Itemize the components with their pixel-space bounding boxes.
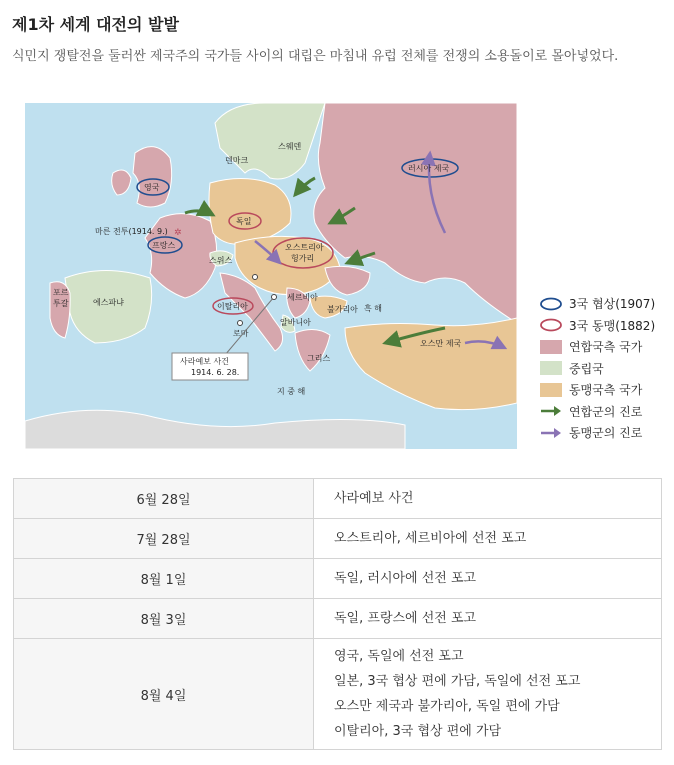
map-label-rome: 로마	[233, 329, 249, 338]
event-date: 6월 28일	[14, 479, 314, 519]
red-ellipse-icon	[540, 318, 562, 332]
legend-item-alliance	[540, 315, 672, 337]
marne-marker-icon: ✲	[174, 228, 182, 238]
map-label-austria-1: 오스트리아	[285, 243, 324, 252]
page-subtitle: 식민지 쟁탈전을 둘러싼 제국주의 국가들 사이의 대립은 마침내 유럽 전체를 전쟁의 소용돌이로 몰아넣었다.	[12, 49, 619, 64]
map-label-ottoman: 오스만 제국	[420, 339, 462, 348]
event-desc: 독일, 프랑스에 선전 포고	[314, 599, 662, 639]
map-label-germany: 독일	[236, 217, 252, 226]
legend-label: 연합국측 국가	[569, 340, 643, 355]
table-row	[14, 479, 662, 519]
map-label-russia: 러시아 제국	[408, 164, 450, 173]
map-label-albania: 알바니아	[280, 318, 311, 327]
legend-label: 3국 협상(1907)	[569, 297, 656, 312]
event-date: 7월 28일	[14, 519, 314, 559]
table-row	[14, 599, 662, 639]
map-label-portugal-2: 투갈	[53, 299, 69, 308]
legend-label: 중립국	[569, 361, 604, 376]
sarajevo-marker-icon	[272, 295, 277, 300]
legend-item-allied-route	[540, 401, 672, 423]
map-label-spain: 에스파냐	[93, 298, 124, 307]
legend-item-entente	[540, 293, 672, 315]
legend-label: 연합군의 진로	[569, 404, 643, 419]
map-label-bulgaria: 불가리아	[327, 305, 358, 314]
region-britain	[133, 147, 172, 207]
page-title: 제1차 세계 대전의 발발	[12, 15, 179, 34]
central-swatch-icon	[540, 383, 562, 397]
map-label-marne: 마른 전투(1914. 9.)	[95, 227, 168, 236]
legend-label: 동맹군의 진로	[569, 426, 643, 441]
event-date: 8월 3일	[14, 599, 314, 639]
allied-swatch-icon	[540, 340, 562, 354]
sarajevo-callout-date: 1914. 6. 28.	[191, 368, 240, 377]
green-arrow-icon	[540, 404, 562, 418]
legend-item-central-route	[540, 422, 672, 444]
table-row	[14, 519, 662, 559]
map-label-france: 프랑스	[152, 241, 176, 250]
map-label-switzerland: 스위스	[209, 256, 233, 265]
table-row	[14, 639, 662, 750]
map-label-black-sea: 흑 해	[364, 304, 382, 313]
legend-label: 동맹국측 국가	[569, 383, 643, 398]
event-date: 8월 1일	[14, 559, 314, 599]
map-label-greece: 그리스	[307, 354, 331, 363]
purple-arrow-icon	[540, 426, 562, 440]
event-desc: 사라예보 사건	[314, 479, 662, 519]
blue-ellipse-icon	[540, 297, 562, 311]
event-desc: 오스트리아, 세르비아에 선전 포고	[314, 519, 662, 559]
legend-item-neutral	[540, 358, 672, 380]
table-row	[14, 559, 662, 599]
map-label-italy: 이탈리아	[217, 302, 248, 311]
ww1-map	[25, 103, 517, 449]
map-label-mediterranean: 지 중 해	[277, 387, 306, 396]
event-desc: 영국, 독일에 선전 포고 일본, 3국 협상 편에 가담, 독일에 선전 포고 오스만 제국과 불가리아, 독일 편에 가담 이탈리아, 3국 협상 편에 가담	[314, 639, 662, 750]
legend-label: 3국 동맹(1882)	[569, 318, 656, 333]
map-label-britain: 영국	[144, 183, 160, 192]
map-label-denmark: 덴마크	[225, 156, 249, 165]
sarajevo-callout-title: 사라예보 사건	[180, 357, 229, 366]
event-desc: 독일, 러시아에 선전 포고	[314, 559, 662, 599]
legend-item-allied	[540, 336, 672, 358]
map-label-portugal-1: 포르	[53, 288, 69, 297]
map-label-serbia: 세르비아	[287, 293, 318, 302]
map-legend	[540, 293, 672, 444]
events-table	[13, 478, 662, 750]
map-label-sweden: 스웨덴	[278, 142, 302, 151]
legend-item-central	[540, 379, 672, 401]
neutral-swatch-icon	[540, 361, 562, 375]
event-date: 8월 4일	[14, 639, 314, 750]
map-label-austria-2: 헝가리	[291, 254, 315, 263]
